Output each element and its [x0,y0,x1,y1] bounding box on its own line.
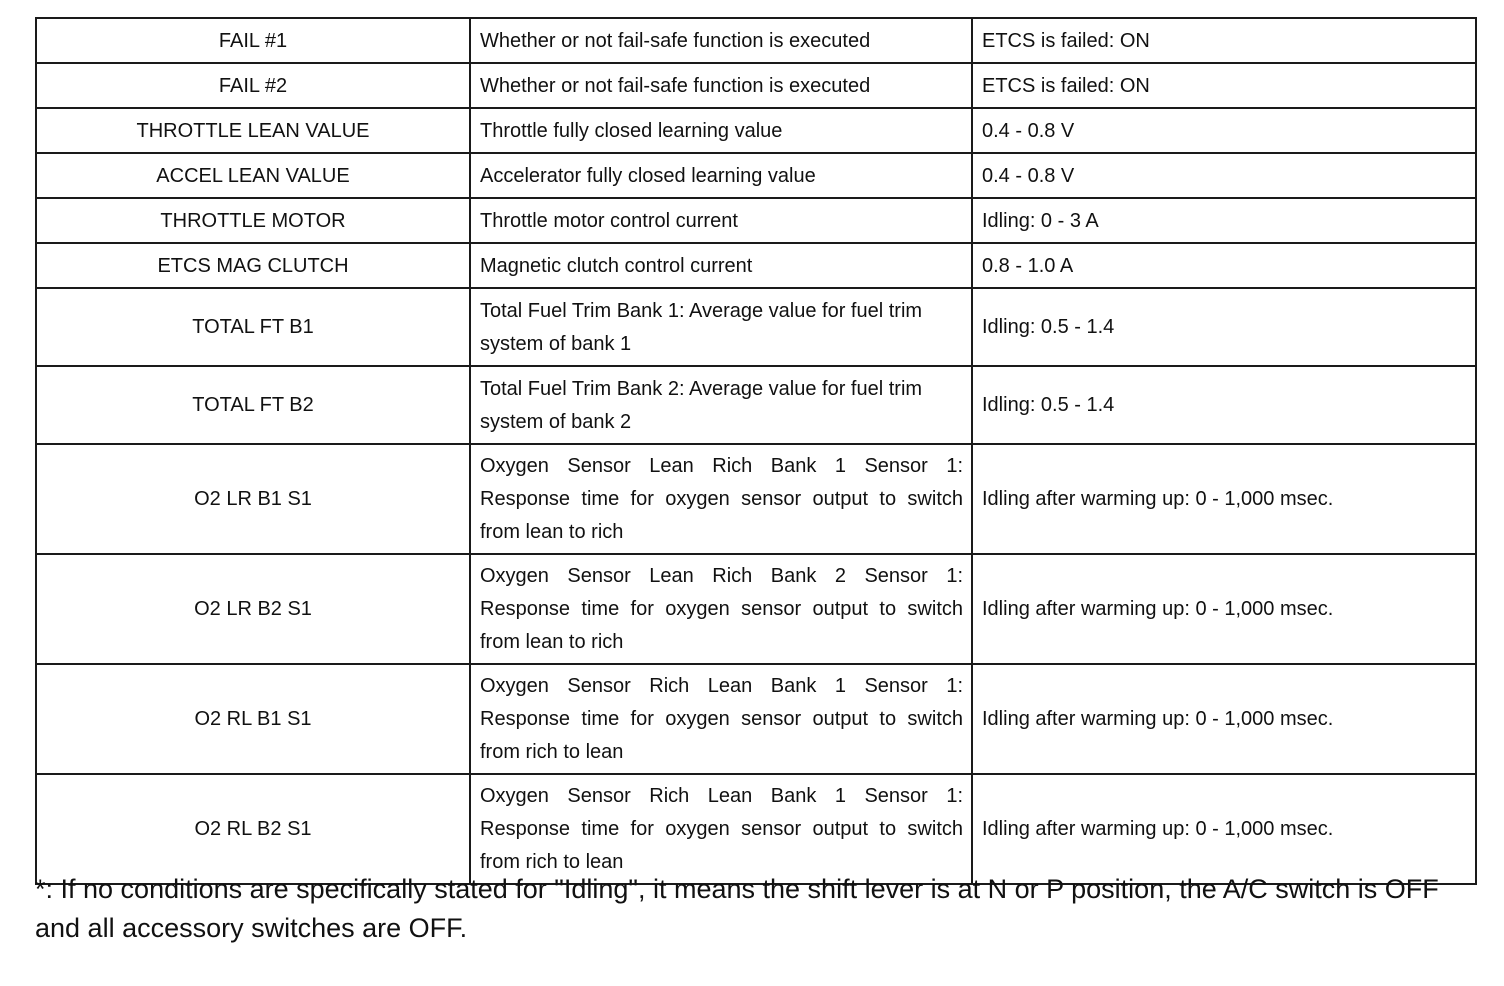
table-row [36,366,1476,444]
item-name-cell: TOTAL FT B2 [36,366,470,444]
item-name-cell: FAIL #1 [36,18,470,63]
description-cell: Oxygen Sensor Rich Lean Bank 1 Sensor 1: Response time for oxygen sensor output to switch from rich to lean [470,774,972,884]
description-cell: Oxygen Sensor Rich Lean Bank 1 Sensor 1: Response time for oxygen sensor output to switch from rich to lean [470,664,972,774]
condition-cell: Idling after warming up: 0 - 1,000 msec. [972,664,1476,774]
table-row [36,63,1476,108]
condition-cell: Idling: 0.5 - 1.4 [972,288,1476,366]
table-row [36,664,1476,774]
item-name-cell: ACCEL LEAN VALUE [36,153,470,198]
item-name-cell: THROTTLE LEAN VALUE [36,108,470,153]
table-row [36,243,1476,288]
condition-cell: Idling after warming up: 0 - 1,000 msec. [972,444,1476,554]
condition-cell: Idling: 0.5 - 1.4 [972,366,1476,444]
item-name-cell: FAIL #2 [36,63,470,108]
description-cell: Magnetic clutch control current [470,243,972,288]
table-row [36,18,1476,63]
item-name-cell: THROTTLE MOTOR [36,198,470,243]
description-cell: Oxygen Sensor Lean Rich Bank 1 Sensor 1: Response time for oxygen sensor output to switch from lean to rich [470,444,972,554]
condition-cell: Idling: 0 - 3 A [972,198,1476,243]
description-cell: Total Fuel Trim Bank 1: Average value for fuel trim system of bank 1 [470,288,972,366]
item-name-cell: O2 RL B1 S1 [36,664,470,774]
condition-cell: 0.4 - 0.8 V [972,108,1476,153]
table-row [36,198,1476,243]
condition-cell: 0.4 - 0.8 V [972,153,1476,198]
table-row [36,153,1476,198]
item-name-cell: TOTAL FT B1 [36,288,470,366]
item-name-cell: O2 LR B2 S1 [36,554,470,664]
table-row [36,108,1476,153]
description-cell: Whether or not fail-safe function is executed [470,63,972,108]
table-row [36,288,1476,366]
item-name-cell: ETCS MAG CLUTCH [36,243,470,288]
item-name-cell: O2 RL B2 S1 [36,774,470,884]
item-name-cell: O2 LR B1 S1 [36,444,470,554]
description-cell: Whether or not fail-safe function is executed [470,18,972,63]
description-cell: Throttle motor control current [470,198,972,243]
table-row [36,444,1476,554]
idling-footnote: *: If no conditions are specifically stated for "Idling", it means the shift lever is at N or P position, the A/C switch is OFF and all accessory switches are OFF. [35,874,1439,943]
description-cell: Oxygen Sensor Lean Rich Bank 2 Sensor 1: Response time for oxygen sensor output to switch from lean to rich [470,554,972,664]
data-list-table [35,17,1477,885]
description-cell: Accelerator fully closed learning value [470,153,972,198]
condition-cell: Idling after warming up: 0 - 1,000 msec. [972,774,1476,884]
condition-cell: Idling after warming up: 0 - 1,000 msec. [972,554,1476,664]
condition-cell: 0.8 - 1.0 A [972,243,1476,288]
description-cell: Total Fuel Trim Bank 2: Average value for fuel trim system of bank 2 [470,366,972,444]
table-row [36,774,1476,884]
description-cell: Throttle fully closed learning value [470,108,972,153]
condition-cell: ETCS is failed: ON [972,18,1476,63]
condition-cell: ETCS is failed: ON [972,63,1476,108]
data-list-sheet [35,17,1475,885]
table-row [36,554,1476,664]
